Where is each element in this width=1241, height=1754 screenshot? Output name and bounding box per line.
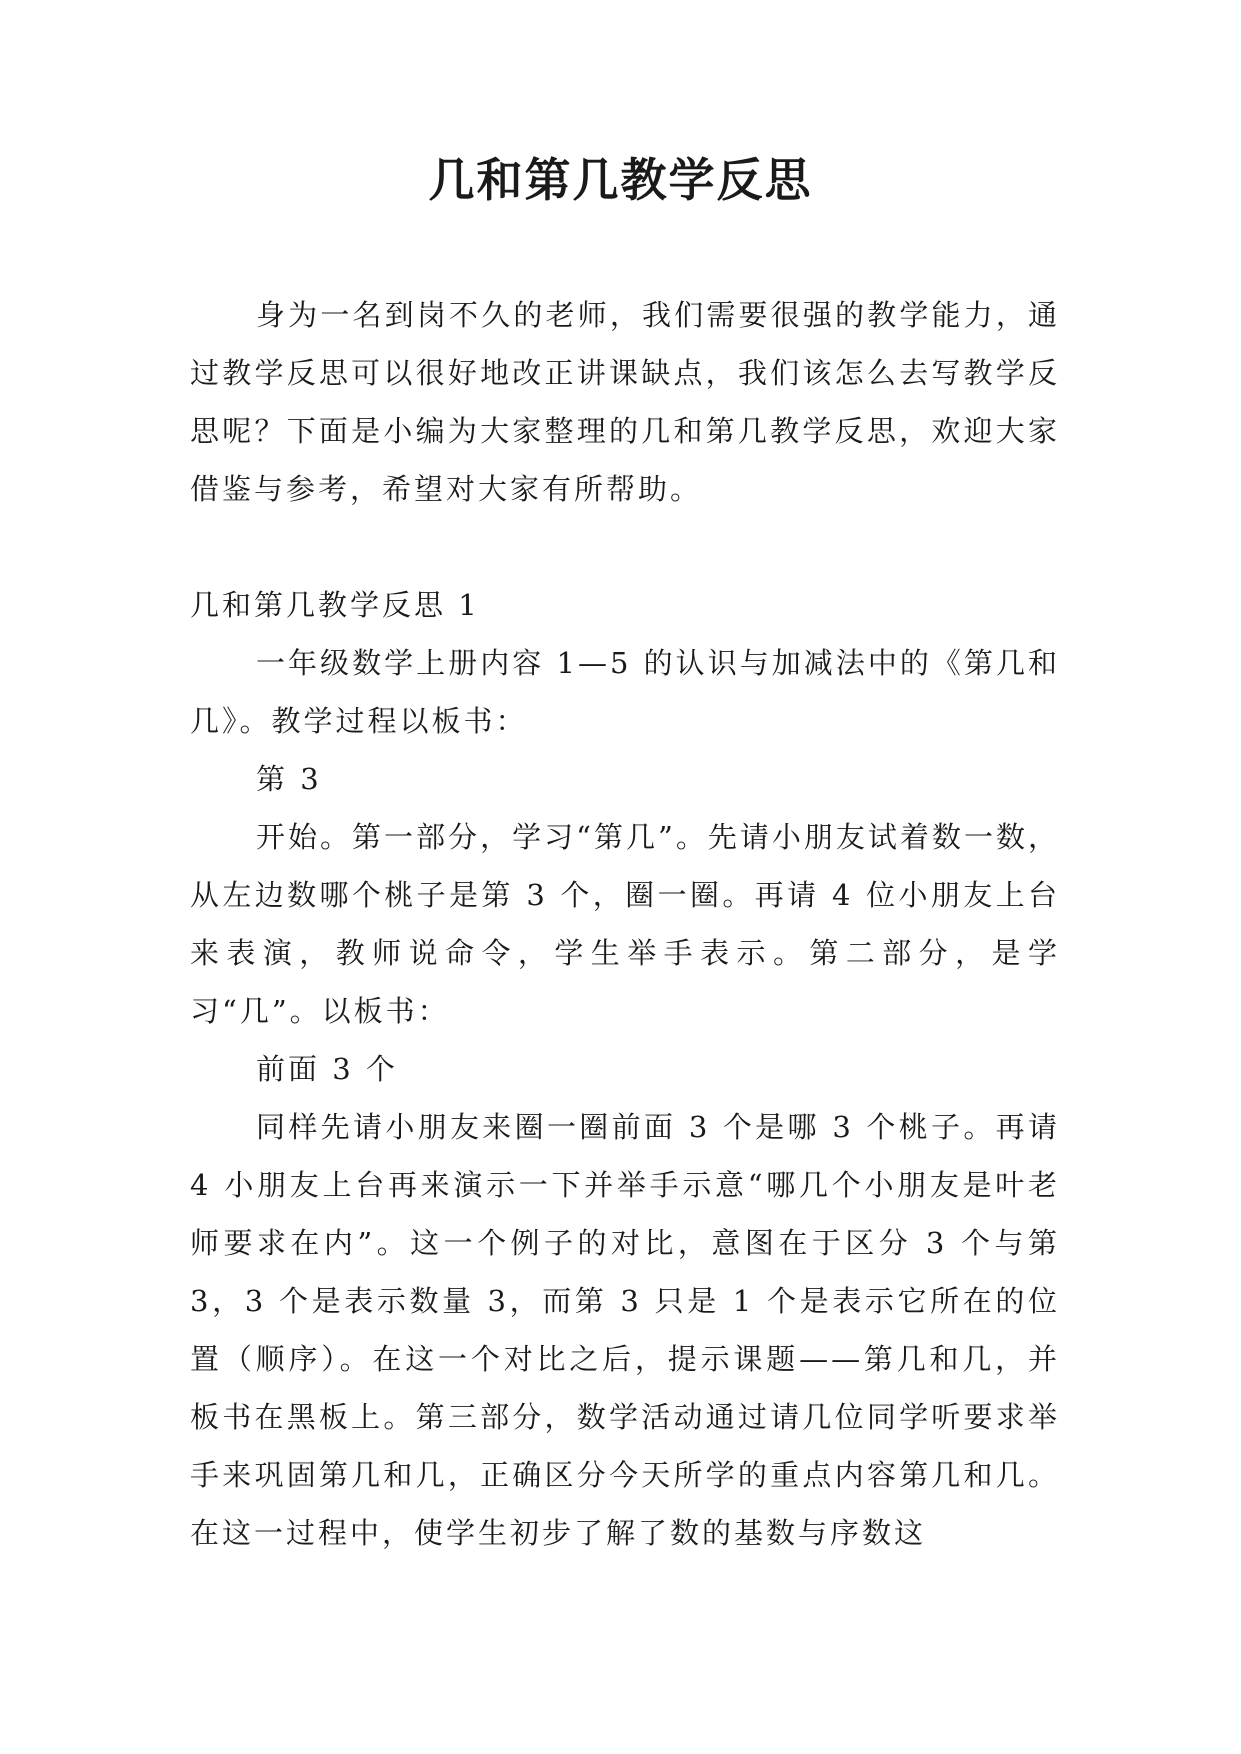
body-paragraph-1: 一年级数学上册内容 1—5 的认识与加减法中的《第几和几》。教学过程以板书： (190, 646, 1060, 738)
body-paragraph-3: 同样先请小朋友来圈一圈前面 3 个是哪 3 个桃子。再请 4 小朋友上台再来演示一下并举手示意“哪几个小朋友是叶老师要求在内”。这一个例子的对比，意图在于区分 3 个与第 3，3 个是表示数量 3，而第 3 只是 1 个是表示它所在的位置（顺序）。在这一个对比之后，提示课题——第几和几，并板书在黑板上。第三部分，数学活动通过请几位同学听要求举手来巩固第几和几，正确区分今天所学的重点内容第几和几。在这一过程中，使学生初步了解了数的基数与序数这 (190, 1110, 1060, 1550)
paragraph-gap (190, 518, 1060, 576)
document-title: 几和第几教学反思 (428, 153, 813, 207)
body-paragraph-2: 开始。第一部分，学习“第几”。先请小朋友试着数一数，从左边数哪个桃子是第 3 个，圈一圈。再请 4 位小朋友上台来表演，教师说命令，学生举手表示。第二部分，是学习“几”。以板书： (190, 820, 1060, 1028)
document-body (190, 286, 1060, 1562)
intro-paragraph: 身为一名到岗不久的老师，我们需要很强的教学能力，通过教学反思可以很好地改正讲课缺点，我们该怎么去写教学反思呢？下面是小编为大家整理的几和第几教学反思，欢迎大家借鉴与参考，希望对大家有所帮助。 (190, 298, 1060, 506)
blackboard-line-1: 第 3 (256, 762, 322, 796)
blackboard-line-2: 前面 3 个 (256, 1052, 398, 1086)
section-heading: 几和第几教学反思 1 (190, 588, 480, 622)
